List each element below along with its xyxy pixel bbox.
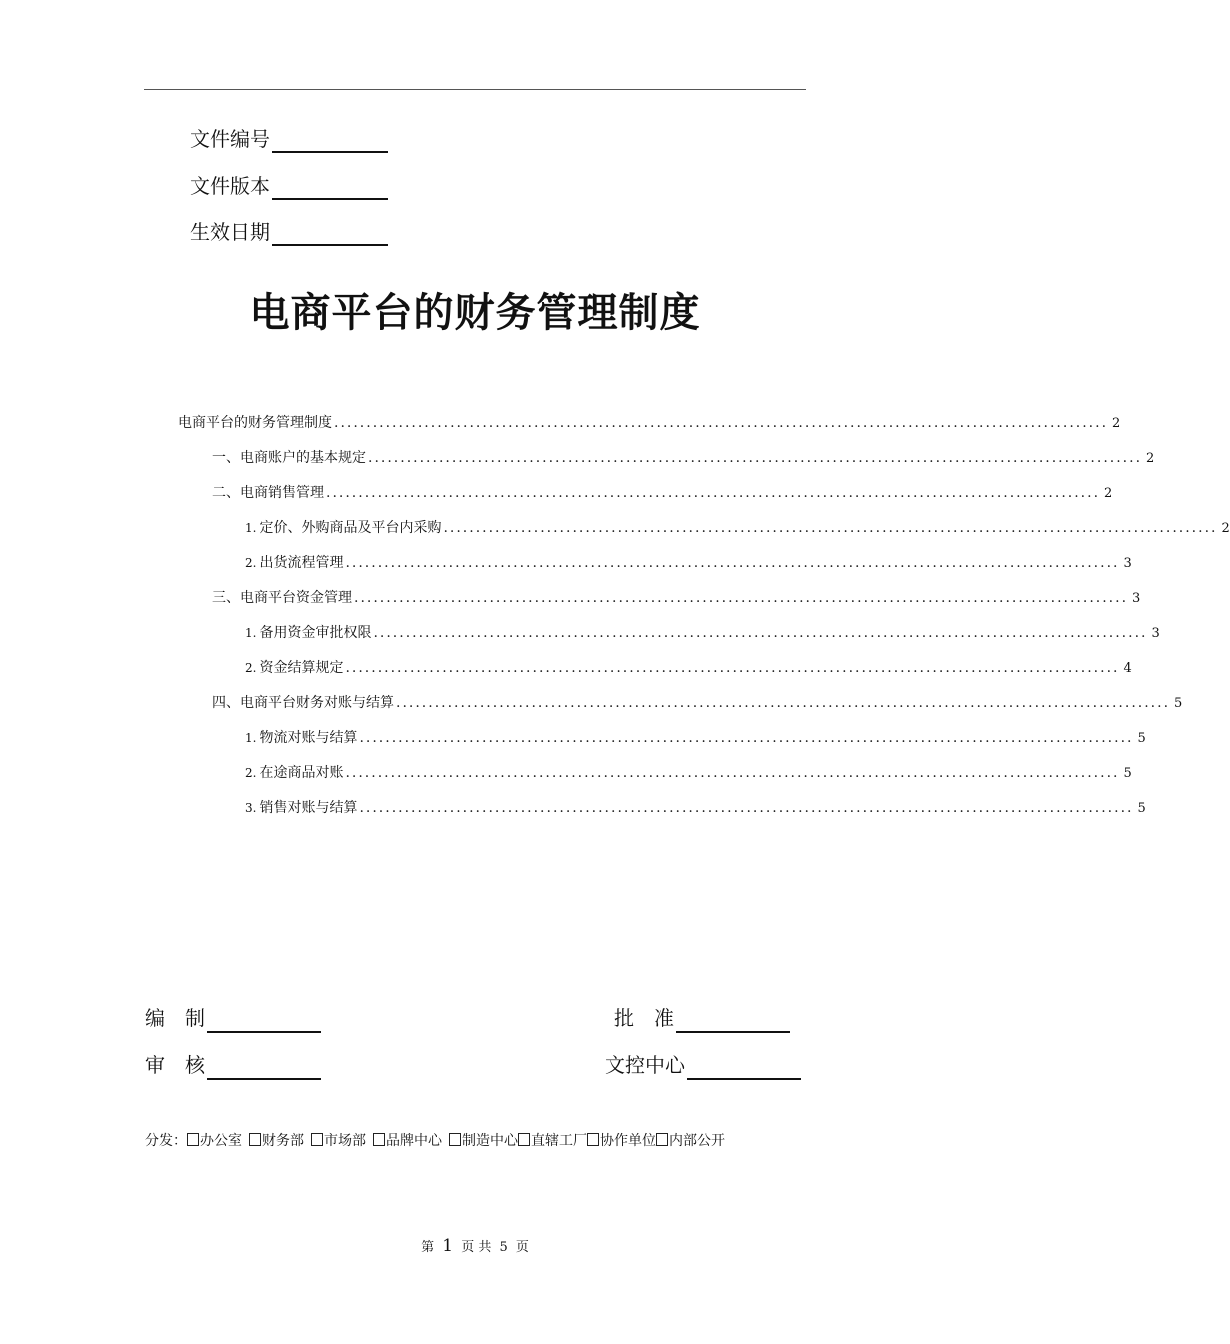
toc-dot-leader: ........................................................................................................................: [326, 485, 1101, 501]
toc-entry-page: 3: [1123, 556, 1132, 571]
toc-entry-text: 一、电商账户的基本规定: [212, 450, 366, 466]
distribution-item[interactable]: 市场部: [311, 1128, 366, 1154]
toc-dot-leader: ........................................................................................................................: [359, 800, 1134, 816]
toc-entry[interactable]: [245, 756, 1132, 791]
toc-entry-number: 3.: [245, 801, 257, 815]
toc-entry-number: 1.: [245, 626, 257, 640]
toc-entry-page: 3: [1132, 591, 1141, 606]
checkbox-icon[interactable]: [373, 1133, 385, 1146]
toc-entry-page: 5: [1137, 801, 1146, 816]
compile-label: 编 制: [145, 1006, 205, 1030]
toc-entry-text: 出货流程管理: [259, 555, 344, 571]
toc-entry-page: 5: [1174, 696, 1183, 711]
effective-date-field: [190, 218, 388, 246]
effective-date-blank[interactable]: [272, 222, 388, 246]
checkbox-icon[interactable]: [187, 1133, 199, 1146]
toc-dot-leader: ........................................................................................................................: [334, 415, 1109, 431]
footer-prefix: 第: [421, 1240, 435, 1255]
checkbox-icon[interactable]: [311, 1133, 323, 1146]
toc-dot-leader: ........................................................................................................................: [373, 625, 1148, 641]
toc-dot-leader: ........................................................................................................................: [368, 450, 1143, 466]
toc-entry-number: 2.: [245, 766, 257, 780]
header-rule: [144, 89, 806, 90]
compile-signature: [145, 1003, 321, 1033]
total-pages: 5: [499, 1240, 508, 1255]
distribution-list: [145, 1128, 725, 1154]
approve-signature: [614, 1003, 790, 1033]
toc-entry[interactable]: [212, 441, 1155, 476]
toc-entry-page: 4: [1123, 661, 1132, 676]
toc-entry[interactable]: [212, 686, 1183, 721]
toc-entry[interactable]: [245, 721, 1146, 756]
checkbox-icon[interactable]: [656, 1133, 668, 1146]
review-label: 审 核: [145, 1053, 205, 1077]
toc-entry-number: 1.: [245, 731, 257, 745]
toc-entry-page: 2: [1112, 416, 1121, 431]
toc-entry[interactable]: [212, 581, 1141, 616]
distribution-item[interactable]: 办公室: [187, 1128, 242, 1154]
toc-entry-text: 备用资金审批权限: [259, 625, 372, 641]
distribution-item[interactable]: 内部公开: [656, 1128, 725, 1154]
toc-entry-text: 三、电商平台资金管理: [212, 590, 352, 606]
toc-dot-leader: ........................................................................................................................: [354, 590, 1129, 606]
toc-entry[interactable]: [245, 616, 1160, 651]
toc-entry-number: 2.: [245, 661, 257, 675]
doc-number-label: 文件编号: [190, 127, 270, 151]
toc-entry-text: 物流对账与结算: [259, 730, 358, 746]
doc-number-field: [190, 125, 388, 153]
toc-entry-page: 5: [1137, 731, 1146, 746]
toc-entry-text: 定价、外购商品及平台内采购: [259, 520, 442, 536]
toc-entry-text: 销售对账与结算: [259, 800, 358, 816]
toc-dot-leader: ........................................................................................................................: [345, 555, 1120, 571]
effective-date-label: 生效日期: [190, 220, 270, 244]
toc-entry-text: 四、电商平台财务对账与结算: [212, 695, 394, 711]
toc-entry[interactable]: [245, 546, 1132, 581]
toc-entry-page: 2: [1221, 521, 1230, 536]
toc-dot-leader: ........................................................................................................................: [345, 660, 1120, 676]
distribution-item[interactable]: 直辖工厂: [518, 1128, 587, 1154]
distribution-item[interactable]: 财务部: [249, 1128, 304, 1154]
toc-entry[interactable]: [178, 406, 1121, 441]
toc-entry-number: 2.: [245, 556, 257, 570]
footer-middle: 页 共: [461, 1240, 492, 1255]
doc-version-field: [190, 172, 388, 200]
toc-entry-page: 5: [1123, 766, 1132, 781]
toc-entry-page: 2: [1104, 486, 1113, 501]
checkbox-icon[interactable]: [249, 1133, 261, 1146]
toc-entry-page: 3: [1151, 626, 1160, 641]
toc-dot-leader: ........................................................................................................................: [345, 765, 1120, 781]
toc-entry-text: 二、电商销售管理: [212, 485, 324, 501]
compile-blank[interactable]: [207, 1009, 321, 1033]
toc-entry-text: 资金结算规定: [259, 660, 344, 676]
toc-entry[interactable]: [245, 651, 1132, 686]
doc-control-blank[interactable]: [687, 1056, 801, 1080]
toc-dot-leader: ........................................................................................................................: [443, 520, 1218, 536]
toc-dot-leader: ........................................................................................................................: [396, 695, 1171, 711]
doc-control-signature: [605, 1050, 801, 1080]
page-footer: [0, 1234, 950, 1260]
approve-blank[interactable]: [676, 1009, 790, 1033]
document-title: 电商平台的财务管理制度: [249, 289, 701, 336]
toc-entry-page: 2: [1146, 451, 1155, 466]
toc-entry[interactable]: [245, 791, 1146, 826]
review-signature: [145, 1050, 321, 1080]
distribution-item[interactable]: 协作单位: [587, 1128, 656, 1154]
toc-entry-number: 1.: [245, 521, 257, 535]
footer-suffix: 页: [515, 1240, 529, 1255]
toc-entry-text: 电商平台的财务管理制度: [178, 415, 332, 431]
doc-version-blank[interactable]: [272, 176, 388, 200]
toc-entry-text: 在途商品对账: [259, 765, 344, 781]
checkbox-icon[interactable]: [518, 1133, 530, 1146]
distribution-item[interactable]: 制造中心: [449, 1128, 518, 1154]
doc-number-blank[interactable]: [272, 129, 388, 153]
doc-version-label: 文件版本: [190, 174, 270, 198]
toc-entry[interactable]: [212, 476, 1113, 511]
distribution-label: 分发：: [145, 1133, 187, 1149]
approve-label: 批 准: [614, 1006, 674, 1030]
current-page-number: 1: [442, 1236, 454, 1256]
checkbox-icon[interactable]: [449, 1133, 461, 1146]
toc-entry[interactable]: [245, 511, 1230, 546]
checkbox-icon[interactable]: [587, 1133, 599, 1146]
doc-control-label: 文控中心: [605, 1053, 685, 1077]
toc-dot-leader: ........................................................................................................................: [359, 730, 1134, 746]
distribution-item[interactable]: 品牌中心: [373, 1128, 442, 1154]
review-blank[interactable]: [207, 1056, 321, 1080]
